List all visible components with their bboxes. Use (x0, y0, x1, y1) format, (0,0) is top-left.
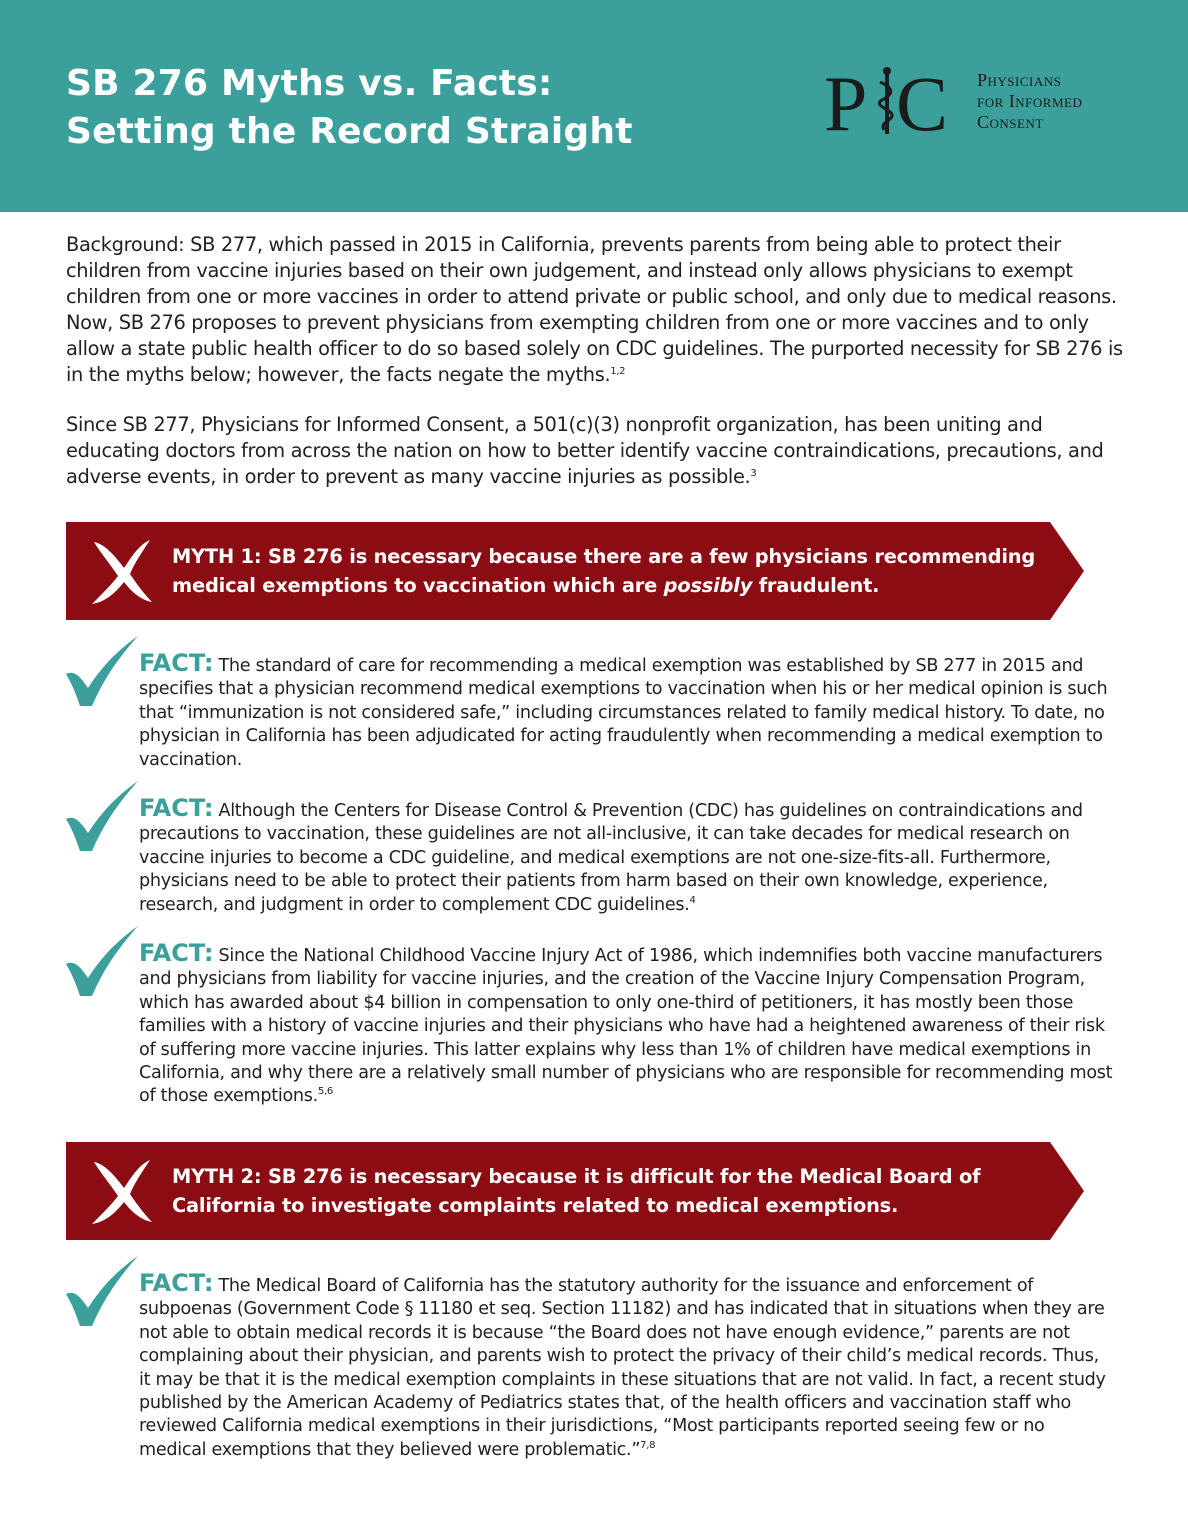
fact-body: Although the Centers for Disease Control & Prevention (CDC) has guidelines on contraindications and precautions to vaccination, these guidelines are not all-inclusive, it can take decades for medical research on vaccine injuries to become a CDC guideline, and medical exemptions are not one-size-fits-all. Furthermore, physicians need to be able to protect their patients from harm based on their own knowledge, experience, research, and judgment in order to complement CDC guidelines. (139, 801, 1083, 915)
fact-label: FACT: (139, 649, 214, 677)
checkmark-icon (62, 926, 142, 998)
myth-1-banner (66, 522, 1084, 620)
pic-logo-mark-icon (822, 64, 972, 144)
background-text: Background: SB 277, which passed in 2015 in California, prevents parents from being able to protect their children from vaccine injuries based on their own judgement, and instead only allows physicians to exempt children from one or more vaccines in order to attend private or public school, and only due to medical reasons. Now, SB 276 proposes to prevent physicians from exempting children from one or more vaccines and to only allow a state public health officer to do so based solely on CDC guidelines. The purported necessity for SB 276 is in the myths below; however, the facts negate the myths. (66, 233, 1123, 386)
logo-line1: Physicians (977, 70, 1062, 90)
footnote-ref: 5,6 (317, 1086, 333, 1098)
myth-1-text-part: MYTH 1: SB 276 is necessary because there are a few physicians recommending medical exemptions to vaccination which are (172, 545, 1036, 597)
svg-text:P: P (824, 64, 868, 144)
page-title-line1: SB 276 Myths vs. Facts: (66, 63, 553, 104)
organization-text: Since SB 277, Physicians for Informed Consent, a 501(c)(3) nonprofit organization, has been uniting and educating doctors from across the nation on how to better identify vaccine contraindications, precautions, and adverse events, in order to prevent as many vaccine injuries as possible. (66, 413, 1104, 488)
header-banner (0, 0, 1188, 212)
footnote-ref: 1,2 (610, 366, 626, 377)
svg-text:C: C (896, 64, 949, 144)
footnote-ref: 7,8 (640, 1439, 656, 1451)
myth-1-text-end: fraudulent. (752, 574, 880, 597)
myth-2-text (172, 1162, 1052, 1220)
fact-label: FACT: (139, 1269, 214, 1297)
checkmark-icon (62, 636, 142, 708)
myth-1-text (172, 542, 1052, 600)
organization-paragraph (66, 412, 1126, 490)
page-title-line2: Setting the Record Straight (66, 111, 633, 152)
background-paragraph (66, 232, 1126, 388)
logo-line3: Consent (977, 112, 1044, 132)
fact-3-text (139, 939, 1114, 1109)
fact-label: FACT: (139, 939, 214, 967)
fact-label: FACT: (139, 794, 214, 822)
checkmark-icon (62, 1256, 142, 1328)
myth-2-text-part: MYTH 2: SB 276 is necessary because it is difficult for the Medical Board of California to investigate complaints related to medical exemptions. (172, 1165, 981, 1217)
fact-body: The standard of care for recommending a medical exemption was established by SB 277 in 2015 and specifies that a physician recommend medical exemptions to vaccination when his or her medical opinion is such that “immunization is not considered safe,” including circumstances related to family medical history. To date, no physician in California has been adjudicated for acting fraudulently when recommending a medical exemption to vaccination. (139, 656, 1108, 770)
fact-body: The Medical Board of California has the statutory authority for the issuance and enforcement of subpoenas (Government Code § 11180 et seq. Section 11182) and has indicated that in situations when they are not able to obtain medical records it is because “the Board does not have enough evidence,” parents are not complaining about their physician, and parents wish to protect the privacy of their child’s medical records. Thus, it may be that it is the medical exemption complaints in these situations that are not valid. In fact, a recent study published by the American Academy of Pediatrics states that, of the health officers and vaccination staff who reviewed California medical exemptions in their jurisdictions, “Most participants reported seeing few or no medical exemptions that they believed were problematic.” (139, 1276, 1106, 1460)
organization-logo (822, 64, 1142, 144)
x-mark-icon (84, 1154, 156, 1228)
fact-2-text (139, 794, 1114, 917)
logo-line2: for Informed (977, 91, 1083, 111)
logo-wordmark (977, 70, 1082, 133)
fact-1-text (139, 649, 1114, 772)
checkmark-icon (62, 781, 142, 853)
page-title (66, 60, 633, 156)
myth-2-banner (66, 1142, 1084, 1240)
fact-4-text (139, 1269, 1114, 1462)
myth-1-emphasis: possibly (663, 574, 753, 597)
fact-body: Since the National Childhood Vaccine Injury Act of 1986, which indemnifies both vaccine manufacturers and physicians from liability for vaccine injuries, and the creation of the Vaccine Injury Compensation Program, which has awarded about $4 billion in compensation to only one-third of petitioners, it has mostly been those families with a history of vaccine injuries and their physicians who have had a heightened awareness of their risk of suffering more vaccine injuries. This latter explains why less than 1% of children have medical exemptions in California, and why there are a relatively small number of physicians who are responsible for recommending most of those exemptions. (139, 946, 1113, 1107)
footnote-ref: 4 (689, 894, 696, 906)
footnote-ref: 3 (750, 468, 757, 479)
x-mark-icon (84, 534, 156, 608)
